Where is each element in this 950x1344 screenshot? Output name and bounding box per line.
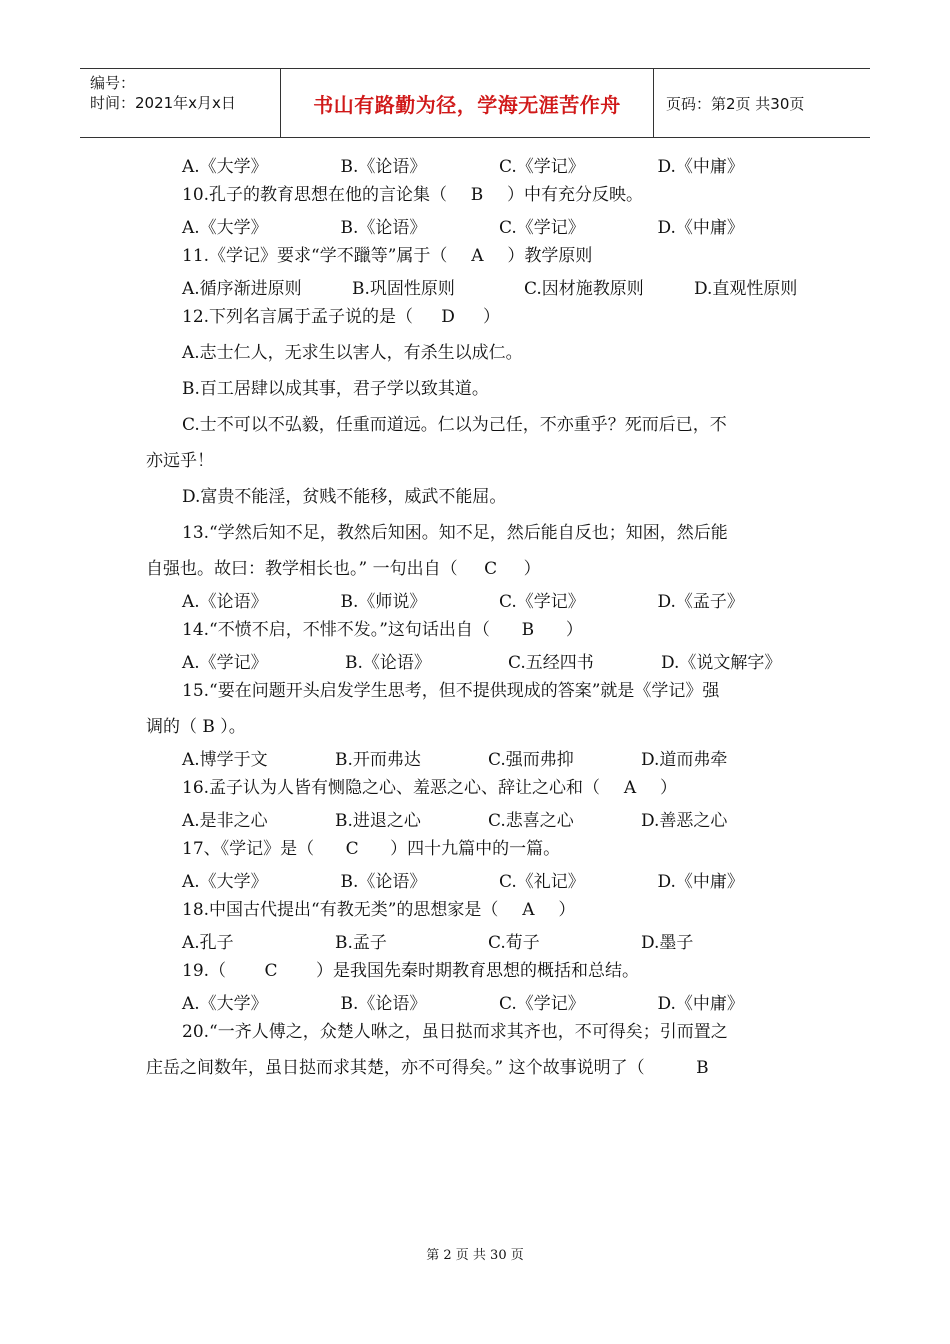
answer: B	[521, 620, 535, 640]
option: B.《论语》	[340, 872, 427, 892]
option: C.《学记》	[499, 157, 585, 177]
question-13-cont: 自强也。故曰：教学相长也。” 一句出自（ C ）	[146, 551, 816, 587]
question-13: 13.“学然后知不足，教然后知困。知不足，然后能自反也；知困，然后能	[182, 523, 728, 543]
option: D.直观性原则	[694, 279, 798, 299]
option: C.《学记》	[499, 994, 585, 1014]
option: D.《中庸》	[657, 872, 744, 892]
q11-options	[146, 274, 816, 299]
q19-options	[146, 989, 816, 1014]
question-20-cont: 庄岳之间数年，虽日挞而求其楚，亦不可得矣。” 这个故事说明了（ B	[146, 1050, 816, 1086]
q10-options	[146, 213, 816, 238]
option: B.《论语》	[340, 157, 427, 177]
answer: A	[522, 900, 535, 920]
option: B.《论语》	[340, 218, 427, 238]
option: B.进退之心	[335, 811, 421, 831]
option: B.《论语》	[345, 653, 431, 673]
header-motto: 书山有路勤为径，学海无涯苦作舟	[281, 69, 654, 137]
option: C.五经四书	[508, 653, 594, 673]
option: A.循序渐进原则	[182, 279, 302, 299]
option: C.《学记》	[499, 592, 585, 612]
option: C.《学记》	[499, 218, 585, 238]
q18-options	[146, 928, 816, 953]
q12-option-c-cont: 亦远乎！	[146, 451, 214, 471]
question-19: 19.（ C ）是我国先秦时期教育思想的概括和总结。	[146, 953, 816, 989]
question-11: 11.《学记》要求“学不躐等”属于（ A ）教学原则	[146, 238, 816, 274]
option: D.《孟子》	[657, 592, 744, 612]
q14-options	[146, 648, 816, 673]
option: A.《大学》	[182, 994, 268, 1014]
answer: A	[623, 778, 637, 798]
date-label: 时间：2021年x月x日	[90, 94, 236, 112]
question-10: 10.孔子的教育思想在他的言论集（ B ）中有充分反映。	[146, 177, 816, 213]
answer: C	[345, 839, 359, 859]
header-meta	[80, 69, 281, 137]
q12-option-c: C.士不可以不弘毅，任重而道远。仁以为己任，不亦重乎？死而后已，不	[182, 415, 727, 435]
question-14: 14.“不愤不启，不悱不发。”这句话出自（ B ）	[146, 612, 816, 648]
option: A.是非之心	[182, 811, 268, 831]
option: B.巩固性原则	[352, 279, 455, 299]
option: A.《大学》	[182, 872, 268, 892]
question-16: 16.孟子认为人皆有恻隐之心、羞恶之心、辞让之心和（ A ）	[146, 770, 816, 806]
question-12: 12.下列名言属于孟子说的是（ D ）	[146, 299, 816, 335]
answer: C	[264, 961, 278, 981]
option: B.孟子	[335, 933, 387, 953]
option: D.道而弗牵	[641, 750, 728, 770]
q12-option-b: B.百工居肆以成其事，君子学以致其道。	[182, 379, 489, 399]
option: A.孔子	[182, 933, 234, 953]
option: C.悲喜之心	[488, 811, 574, 831]
answer: A	[471, 246, 484, 266]
option: D.《中庸》	[657, 157, 744, 177]
q12-option-a: A.志士仁人，无求生以害人，有杀生以成仁。	[182, 343, 523, 363]
option: B.《论语》	[340, 994, 427, 1014]
option: A.《大学》	[182, 218, 268, 238]
question-18: 18.中国古代提出“有教无类”的思想家是（ A ）	[146, 892, 816, 928]
option: C.荀子	[488, 933, 540, 953]
option: A.《学记》	[182, 653, 268, 673]
option: B.开而弗达	[335, 750, 421, 770]
option: D.《中庸》	[657, 994, 744, 1014]
answer: D	[441, 307, 455, 327]
option: A.《论语》	[182, 592, 268, 612]
q9-options	[146, 152, 816, 177]
option: A.《大学》	[182, 157, 268, 177]
option: A.博学于文	[182, 750, 268, 770]
option: C.因材施教原则	[524, 279, 644, 299]
answer: C	[484, 559, 498, 579]
option: D.《说文解字》	[661, 653, 782, 673]
option: B.《师说》	[340, 592, 427, 612]
page-header	[80, 68, 870, 138]
header-page-info: 页码：第2页 共30页	[666, 94, 805, 113]
q13-options	[146, 587, 816, 612]
code-label: 编号：	[90, 74, 136, 92]
option: C.强而弗抑	[488, 750, 574, 770]
option: C.《礼记》	[499, 872, 585, 892]
question-15-cont: 调的（ B ）。	[146, 717, 246, 737]
page-footer: 第 2 页 共 30 页	[426, 1248, 524, 1263]
q16-options	[146, 806, 816, 831]
question-list	[146, 152, 816, 1086]
q15-options	[146, 745, 816, 770]
option: D.善恶之心	[641, 811, 728, 831]
answer: B	[470, 185, 484, 205]
q17-options	[146, 867, 816, 892]
answer: B	[696, 1058, 709, 1078]
option: D.《中庸》	[657, 218, 744, 238]
question-20: 20.“一齐人傅之，众楚人咻之，虽日挞而求其齐也，不可得矣；引而置之	[182, 1022, 728, 1042]
question-17: 17、《学记》是（ C ）四十九篇中的一篇。	[146, 831, 816, 867]
question-15: 15.“要在问题开头启发学生思考，但不提供现成的答案”就是《学记》强	[182, 681, 720, 701]
q12-option-d: D.富贵不能淫，贫贱不能移，威武不能屈。	[182, 487, 507, 507]
option: D.墨子	[641, 933, 694, 953]
